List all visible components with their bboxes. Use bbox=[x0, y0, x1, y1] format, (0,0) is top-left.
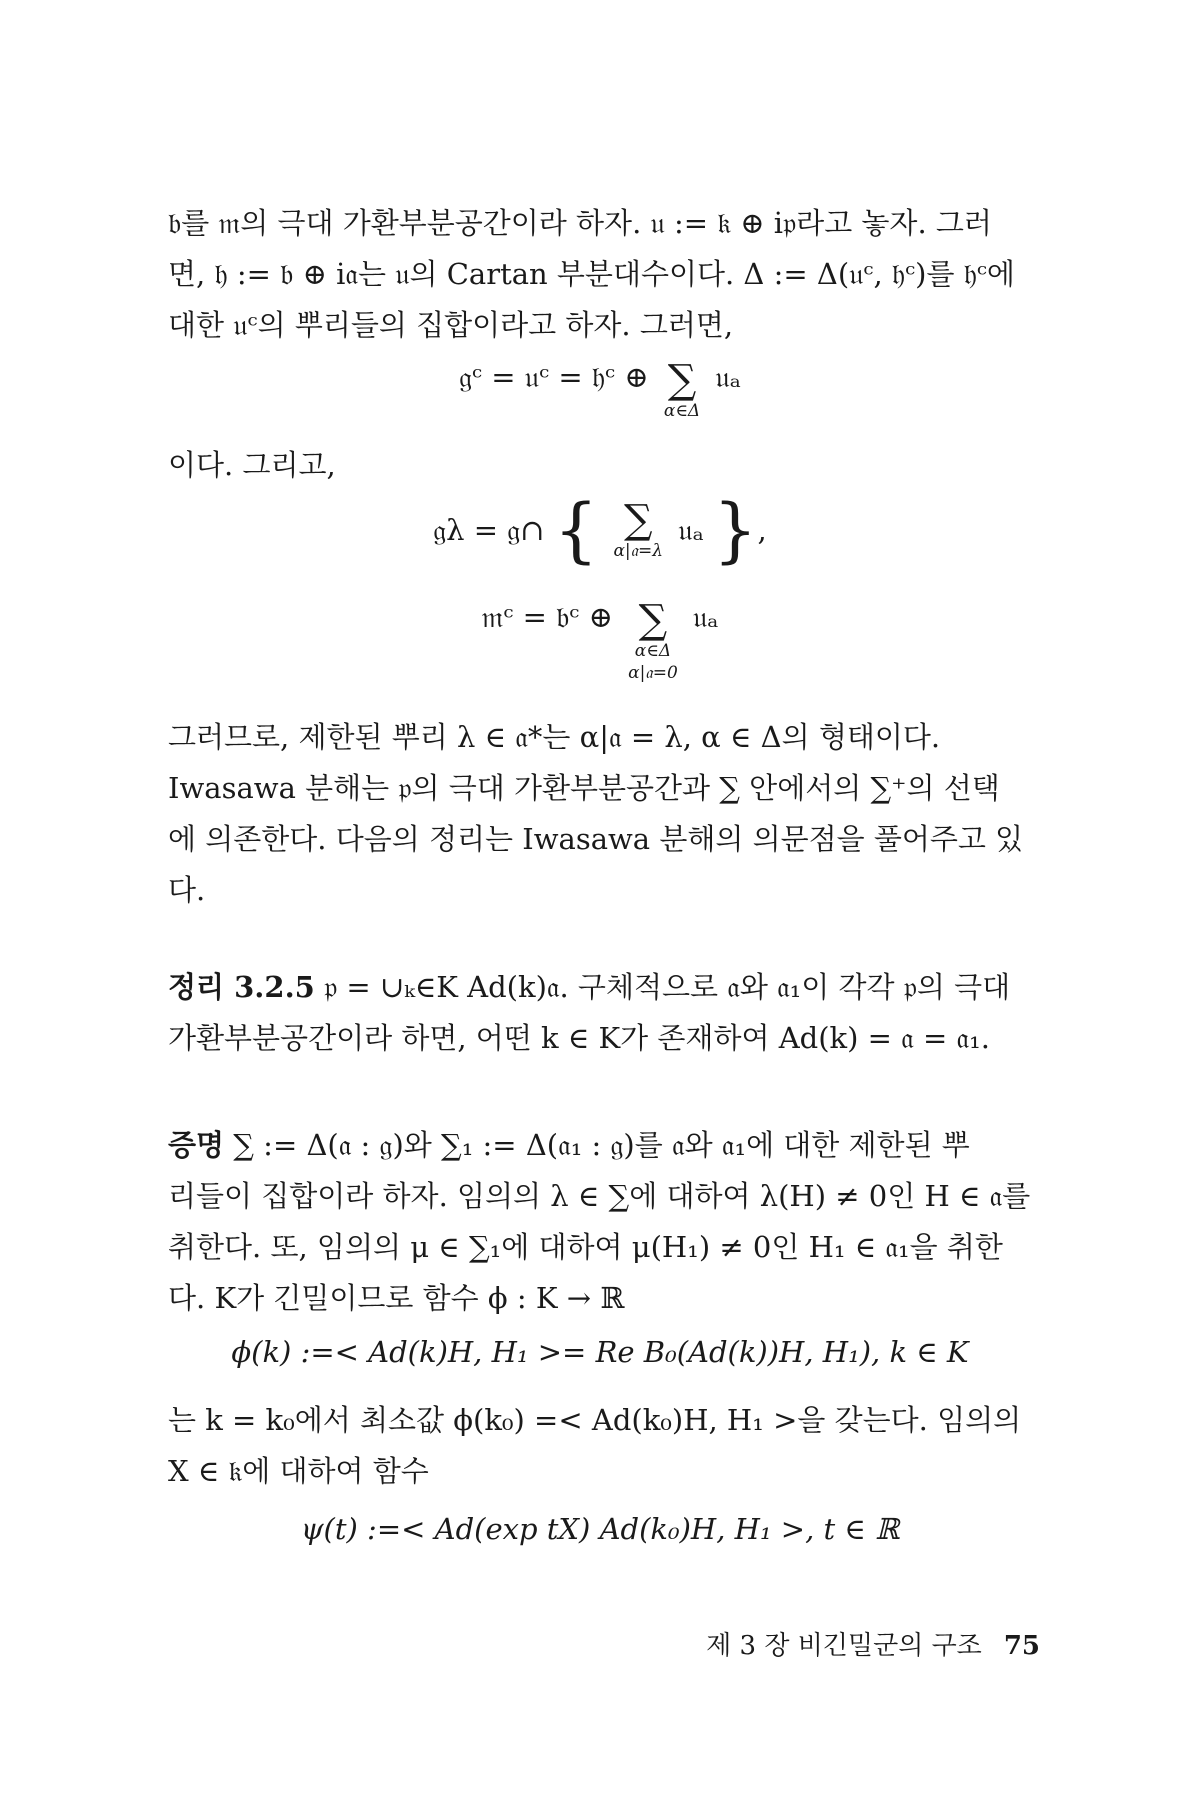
text-line: X ∈ 𝔨에 대하여 함수 bbox=[168, 1454, 429, 1488]
text-line: 다. bbox=[168, 873, 206, 907]
summand: 𝔲ₐ bbox=[678, 513, 704, 547]
text-line: 대한 𝔲ᶜ의 뿌리들의 집합이라고 하자. 그러면, bbox=[168, 308, 734, 342]
proof-label: 증명 bbox=[168, 1128, 225, 1162]
summand: 𝔲ₐ bbox=[692, 600, 719, 634]
summation-index: α∈Δ bbox=[634, 641, 672, 661]
left-brace: { bbox=[553, 489, 599, 571]
summation-index: α∈Δ bbox=[663, 401, 701, 421]
equation-3 bbox=[0, 597, 1200, 684]
summation: ∑ α∈Δ bbox=[663, 357, 701, 421]
text-line: 다. K가 긴밀이므로 함수 ϕ : K → ℝ bbox=[168, 1281, 625, 1315]
theorem-label: 정리 3.2.5 bbox=[168, 970, 315, 1004]
text-line: 이다. 그리고, bbox=[168, 448, 336, 482]
text-line: 리들이 집합이라 하자. 임의의 λ ∈ ∑에 대하여 λ(H) ≠ 0인 H ∈ 𝔞를 bbox=[168, 1179, 1031, 1213]
theorem-text: 𝔭 = ∪ₖ∈K Ad(k)𝔞. 구체적으로 𝔞와 𝔞₁이 각각 𝔭의 극대 bbox=[324, 970, 1011, 1004]
page-number: 75 bbox=[1003, 1631, 1040, 1661]
proof-block bbox=[168, 1120, 1034, 1324]
equation-lhs: 𝔤ᶜ = 𝔲ᶜ = 𝔥ᶜ ⊕ bbox=[459, 360, 649, 394]
intro-paragraph bbox=[168, 198, 1034, 351]
theorem-block bbox=[168, 962, 1034, 1064]
equation-1 bbox=[0, 357, 1200, 422]
paragraph-3 bbox=[168, 1395, 1034, 1497]
equation-5: ψ(t) :=< Ad(exp tX) Ad(k₀)H, H₁ >, t ∈ ℝ bbox=[300, 1512, 900, 1546]
summand: 𝔲ₐ bbox=[715, 360, 741, 394]
text-line bbox=[168, 1120, 1034, 1171]
summation: ∑ α∈Δ α|𝔞=0 bbox=[628, 597, 678, 683]
text-line: 는 k = k₀에서 최소값 ϕ(k₀) =< Ad(k₀)H, H₁ >을 갖는다. 임의의 bbox=[168, 1403, 1022, 1437]
equation-4: ϕ(k) :=< Ad(k)H, H₁ >= Re B₀(Ad(k))H, H₁), k ∈ K bbox=[231, 1335, 969, 1369]
connector-text bbox=[168, 440, 1034, 491]
text-line: 면, 𝔥 := 𝔟 ⊕ i𝔞는 𝔲의 Cartan 부분대수이다. Δ := Δ(𝔲ᶜ, 𝔥ᶜ)를 𝔥ᶜ에 bbox=[168, 257, 1015, 291]
chapter-title: 제 3 장 비긴밀군의 구조 bbox=[706, 1631, 982, 1661]
equation-lhs: 𝔪ᶜ = 𝔟ᶜ ⊕ bbox=[481, 600, 613, 634]
text-line: 그러므로, 제한된 뿌리 λ ∈ 𝔞*는 α|𝔞 = λ, α ∈ Δ의 형태이다. bbox=[168, 720, 941, 754]
summation-condition: α|𝔞=0 bbox=[628, 663, 678, 683]
equation-comma: , bbox=[757, 513, 767, 547]
right-brace: } bbox=[713, 489, 758, 571]
text-line: 가환부분공간이라 하면, 어떤 k ∈ K가 존재하여 Ad(k) = 𝔞 = 𝔞₁. bbox=[168, 1021, 990, 1055]
text-line: 에 의존한다. 다음의 정리는 Iwasawa 분해의 의문점을 풀어주고 있 bbox=[168, 822, 1024, 856]
summation-index: α|𝔞=λ bbox=[613, 541, 664, 561]
text-line: 취한다. 또, 임의의 μ ∈ ∑₁에 대하여 μ(H₁) ≠ 0인 H₁ ∈ 𝔞₁을 취한 bbox=[168, 1230, 1003, 1264]
equation-lhs: 𝔤λ = 𝔤∩ bbox=[433, 513, 545, 547]
page-footer bbox=[680, 1625, 1040, 1662]
paragraph-2 bbox=[168, 712, 1034, 916]
equation-2 bbox=[0, 489, 1200, 571]
text-line bbox=[168, 962, 1034, 1013]
summation: ∑ α|𝔞=λ bbox=[613, 497, 664, 561]
text-line: 𝔟를 𝔪의 극대 가환부분공간이라 하자. 𝔲 := 𝔨 ⊕ i𝔭라고 놓자. 그러 bbox=[168, 206, 992, 240]
text-line: Iwasawa 분해는 𝔭의 극대 가환부분공간과 ∑ 안에서의 ∑⁺의 선택 bbox=[168, 771, 1000, 805]
proof-text: ∑ := Δ(𝔞 : 𝔤)와 ∑₁ := Δ(𝔞₁ : 𝔤)를 𝔞와 𝔞₁에 대한 제한된 뿌 bbox=[233, 1128, 970, 1162]
